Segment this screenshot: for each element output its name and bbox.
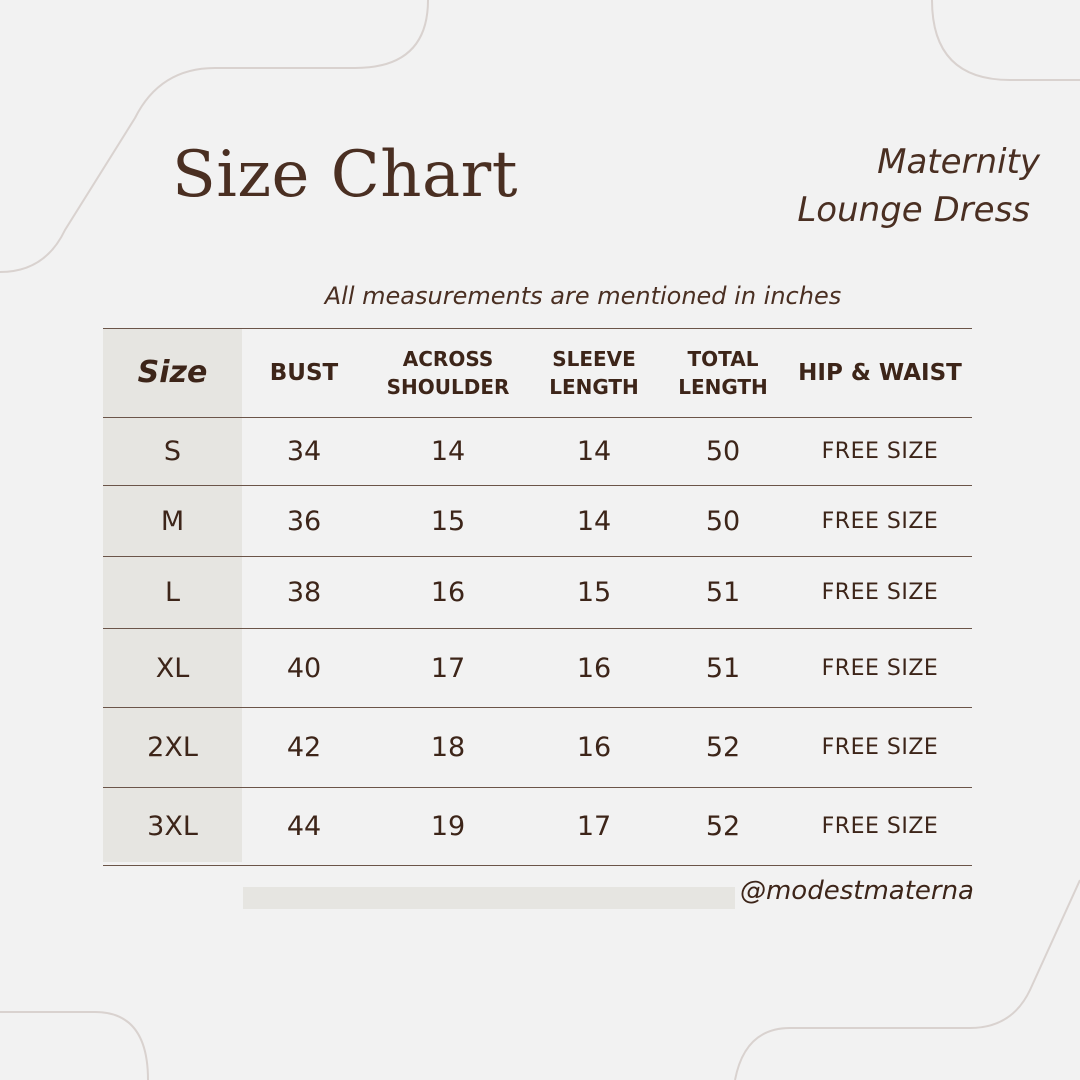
- size-table: [103, 328, 972, 866]
- cell-total-length: 52: [705, 811, 741, 842]
- cell-bust: 38: [286, 577, 322, 608]
- header-across-shoulder: [366, 345, 530, 401]
- cell-size: 3XL: [147, 811, 198, 842]
- header-across-shoulder-line2: SHOULDER: [386, 375, 510, 399]
- cell-total-length: 51: [705, 577, 741, 608]
- table-header-row: [103, 328, 972, 417]
- cell-bust: 42: [286, 732, 322, 763]
- cell-total-length: 51: [705, 652, 741, 684]
- cell-bust: 36: [286, 505, 322, 537]
- cell-total-length: 50: [705, 505, 741, 537]
- cell-sleeve-length: 15: [576, 577, 612, 608]
- cell-sleeve-length: 14: [576, 505, 612, 537]
- cell-size: M: [160, 505, 185, 537]
- product-name-line2: Lounge Dress: [797, 190, 1030, 230]
- cell-sleeve-length: 16: [576, 732, 612, 763]
- cell-bust: 40: [286, 652, 322, 684]
- deco-line-top-right: [932, 0, 1080, 80]
- cell-across-shoulder: 14: [430, 436, 466, 467]
- header-sleeve-length-line2: LENGTH: [549, 375, 639, 399]
- deco-line-bottom-left: [0, 1012, 148, 1080]
- header-total-length-line2: LENGTH: [678, 375, 768, 399]
- cell-across-shoulder: 16: [430, 577, 466, 608]
- cell-across-shoulder: 15: [430, 505, 466, 537]
- deco-line-top-left: [0, 0, 428, 272]
- cell-sleeve-length: 17: [576, 811, 612, 842]
- cell-hip-waist: FREE SIZE: [821, 439, 939, 464]
- header-sleeve-length-line1: SLEEVE: [552, 347, 636, 371]
- cell-size: 2XL: [147, 732, 198, 763]
- cell-across-shoulder: 18: [430, 732, 466, 763]
- table-row: [103, 417, 972, 485]
- header-bust: BUST: [269, 360, 339, 386]
- header-total-length: [658, 345, 788, 401]
- table-row: [103, 628, 972, 707]
- header-hip-waist: HIP & WAIST: [798, 360, 962, 386]
- cell-sleeve-length: 16: [576, 652, 612, 684]
- product-name: [797, 138, 1040, 234]
- cell-total-length: 52: [705, 732, 741, 763]
- deco-line-right: [735, 880, 1080, 1080]
- social-handle: @modestmaterna: [739, 876, 974, 906]
- footer-bar: [243, 887, 735, 909]
- cell-across-shoulder: 19: [430, 811, 466, 842]
- cell-total-length: 50: [705, 436, 741, 467]
- table-row: [103, 556, 972, 628]
- cell-size: L: [164, 577, 181, 608]
- cell-hip-waist: FREE SIZE: [821, 580, 939, 605]
- table-row: [103, 707, 972, 787]
- page-title: Size Chart: [172, 138, 518, 212]
- cell-size: XL: [155, 652, 190, 684]
- cell-hip-waist: FREE SIZE: [821, 735, 939, 760]
- cell-hip-waist: FREE SIZE: [821, 655, 939, 681]
- header-across-shoulder-line1: ACROSS: [402, 347, 494, 371]
- table-row: [103, 485, 972, 556]
- cell-sleeve-length: 14: [576, 436, 612, 467]
- table-row: [103, 787, 972, 866]
- measurement-note: All measurements are mentioned in inches: [324, 282, 842, 310]
- cell-across-shoulder: 17: [430, 652, 466, 684]
- header-sleeve-length: [530, 345, 658, 401]
- cell-bust: 34: [286, 436, 322, 467]
- cell-hip-waist: FREE SIZE: [821, 508, 939, 534]
- cell-size: S: [163, 436, 182, 467]
- header-total-length-line1: TOTAL: [687, 347, 759, 371]
- cell-hip-waist: FREE SIZE: [821, 814, 939, 839]
- cell-bust: 44: [286, 811, 322, 842]
- product-name-line1: Maternity: [877, 142, 1040, 182]
- header-size: Size: [137, 355, 208, 390]
